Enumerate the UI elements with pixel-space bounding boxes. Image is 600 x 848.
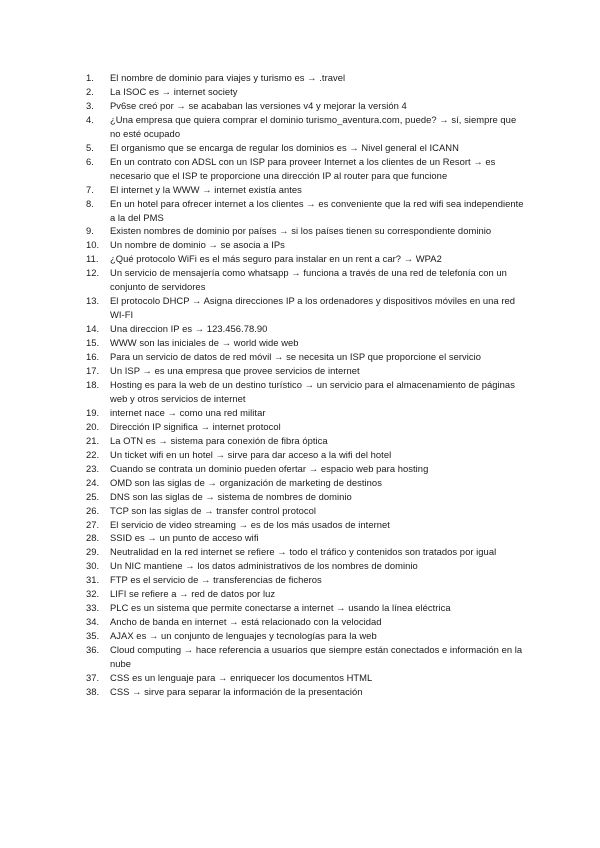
item-text: Un nombre de dominio → se asocia a IPs <box>110 239 285 251</box>
item-text: La OTN es → sistema para conexión de fibra óptica <box>110 434 328 446</box>
list-item <box>86 252 526 266</box>
list-item <box>86 113 526 141</box>
item-text: CSS es un lenguaje para → enriquecer los documentos HTML <box>110 671 373 683</box>
item-number: 13. <box>86 295 100 307</box>
item-text: Un ISP → es una empresa que provee servicios de internet <box>110 365 360 377</box>
item-number: 17. <box>86 365 100 377</box>
item-number: 5. <box>86 141 94 153</box>
list-item <box>86 545 526 559</box>
list-item <box>86 434 526 448</box>
item-text: Un NIC mantiene → los datos administrativos de los nombres de dominio <box>110 560 418 572</box>
item-number: 37. <box>86 671 100 683</box>
item-number: 1. <box>86 72 94 83</box>
item-text: Un servicio de mensajería como whatsapp → funciona a través de una red de telefonía con un conjunto de servidores <box>110 267 507 293</box>
item-number: 22. <box>86 448 100 460</box>
item-number: 3. <box>86 99 94 111</box>
item-number: 26. <box>86 504 100 516</box>
list-item <box>86 322 526 336</box>
item-text: Existen nombres de dominio por países → si los países tienen su correspondiente dominio <box>110 225 492 237</box>
item-text: WWW son las iniciales de → world wide web <box>110 337 299 349</box>
item-text: Una direccion IP es → 123.456.78.90 <box>110 323 268 335</box>
item-text: El protocolo DHCP → Asigna direcciones IP a los ordenadores y dispositivos móviles en una red WI-FI <box>110 295 516 321</box>
item-text: Pv6se creó por → se acababan las versiones v4 y mejorar la versión 4 <box>110 99 407 111</box>
list-item <box>86 476 526 490</box>
item-number: 14. <box>86 323 100 335</box>
item-number: 35. <box>86 630 100 642</box>
list-item <box>86 141 526 155</box>
list-item <box>86 629 526 643</box>
list-item <box>86 573 526 587</box>
item-number: 32. <box>86 588 100 600</box>
list-item <box>86 420 526 434</box>
list-item <box>86 336 526 350</box>
list-item <box>86 643 526 671</box>
item-number: 36. <box>86 644 100 656</box>
item-text: En un contrato con ADSL con un ISP para proveer Internet a los clientes de un Resort → es necesario que el ISP te proporcione una dirección IP al router para que funcione <box>110 155 496 181</box>
list-item <box>86 559 526 573</box>
item-number: 6. <box>86 155 94 167</box>
item-number: 2. <box>86 85 94 97</box>
list-item <box>86 406 526 420</box>
list-item <box>86 531 526 545</box>
item-number: 23. <box>86 462 100 474</box>
list-item <box>86 350 526 364</box>
item-text: Hosting es para la web de un destino turístico → un servicio para el almacenamiento de páginas web y otros servicios de internet <box>110 378 515 404</box>
list-item <box>86 587 526 601</box>
item-number: 9. <box>86 225 94 237</box>
item-text: Cloud computing → hace referencia a usuarios que siempre están conectados e información en la nube <box>110 644 523 670</box>
question-answer-list <box>86 71 526 699</box>
item-text: Un ticket wifi en un hotel → sirve para dar acceso a la wifi del hotel <box>110 448 392 460</box>
item-number: 28. <box>86 532 100 544</box>
item-text: El servicio de video streaming → es de los más usados de internet <box>110 518 390 530</box>
item-text: LIFI se refiere a → red de datos por luz <box>110 588 276 600</box>
list-item <box>86 364 526 378</box>
list-item <box>86 490 526 504</box>
item-text: DNS son las siglas de → sistema de nombres de dominio <box>110 490 352 502</box>
list-item <box>86 504 526 518</box>
item-number: 30. <box>86 560 100 572</box>
item-number: 16. <box>86 351 100 363</box>
item-text: Dirección IP significa → internet protocol <box>110 420 281 432</box>
item-text: OMD son las siglas de → organización de marketing de destinos <box>110 476 382 488</box>
item-number: 29. <box>86 546 100 558</box>
list-item <box>86 155 526 183</box>
item-text: Ancho de banda en internet → está relacionado con la velocidad <box>110 616 382 628</box>
list-item <box>86 197 526 225</box>
list-item <box>86 518 526 532</box>
list-item <box>86 448 526 462</box>
list-item <box>86 266 526 294</box>
item-number: 33. <box>86 602 100 614</box>
item-number: 19. <box>86 406 100 418</box>
list-item <box>86 294 526 322</box>
list-item <box>86 378 526 406</box>
list-item <box>86 99 526 113</box>
item-number: 8. <box>86 197 94 209</box>
list-item <box>86 685 526 699</box>
list-item <box>86 71 526 85</box>
item-text: Cuando se contrata un dominio pueden ofertar → espacio web para hosting <box>110 462 429 474</box>
item-text: Neutralidad en la red internet se refiere → todo el tráfico y contenidos son tratados por igual <box>110 546 497 558</box>
item-text: El organismo que se encarga de regular los dominios es → Nivel general el ICANN <box>110 141 459 153</box>
item-text: PLC es un sistema que permite conectarse a internet → usando la línea eléctrica <box>110 602 451 614</box>
item-number: 20. <box>86 420 100 432</box>
list-item <box>86 183 526 197</box>
item-text: FTP es el servicio de → transferencias de ficheros <box>110 574 322 586</box>
list-item <box>86 85 526 99</box>
list-item <box>86 615 526 629</box>
item-text: ¿Qué protocolo WiFi es el más seguro para instalar en un rent a car? → WPA2 <box>110 253 442 265</box>
item-number: 7. <box>86 183 94 195</box>
item-number: 18. <box>86 378 100 390</box>
item-text: El nombre de dominio para viajes y turismo es → .travel <box>110 72 346 83</box>
list-item <box>86 238 526 252</box>
list-item <box>86 601 526 615</box>
item-text: SSID es → un punto de acceso wifi <box>110 532 259 544</box>
item-text: CSS → sirve para separar la información de la presentación <box>110 685 363 697</box>
item-text: La ISOC es → internet society <box>110 85 238 97</box>
item-number: 11. <box>86 253 99 265</box>
item-number: 31. <box>86 574 100 586</box>
list-item <box>86 462 526 476</box>
item-number: 38. <box>86 685 100 697</box>
item-text: En un hotel para ofrecer internet a los clientes → es conveniente que la red wifi sea independiente a la del PMS <box>110 197 524 223</box>
item-text: TCP son las siglas de → transfer control protocol <box>110 504 317 516</box>
item-text: Para un servicio de datos de red móvil → se necesita un ISP que proporcione el servicio <box>110 351 482 363</box>
item-text: internet nace → como una red militar <box>110 406 266 418</box>
item-number: 10. <box>86 239 100 251</box>
item-number: 24. <box>86 476 100 488</box>
item-number: 4. <box>86 113 94 125</box>
item-number: 34. <box>86 616 100 628</box>
item-text: El internet y la WWW → internet existía antes <box>110 183 302 195</box>
item-number: 12. <box>86 267 100 279</box>
item-number: 15. <box>86 337 100 349</box>
list-item <box>86 224 526 238</box>
item-text: ¿Una empresa que quiera comprar el dominio turismo_aventura.com, puede? → sí, siempre que no esté ocupado <box>110 113 517 139</box>
item-number: 25. <box>86 490 100 502</box>
list-item <box>86 671 526 685</box>
item-number: 21. <box>86 434 100 446</box>
item-text: AJAX es → un conjunto de lenguajes y tecnologías para la web <box>110 630 377 642</box>
item-number: 27. <box>86 518 100 530</box>
